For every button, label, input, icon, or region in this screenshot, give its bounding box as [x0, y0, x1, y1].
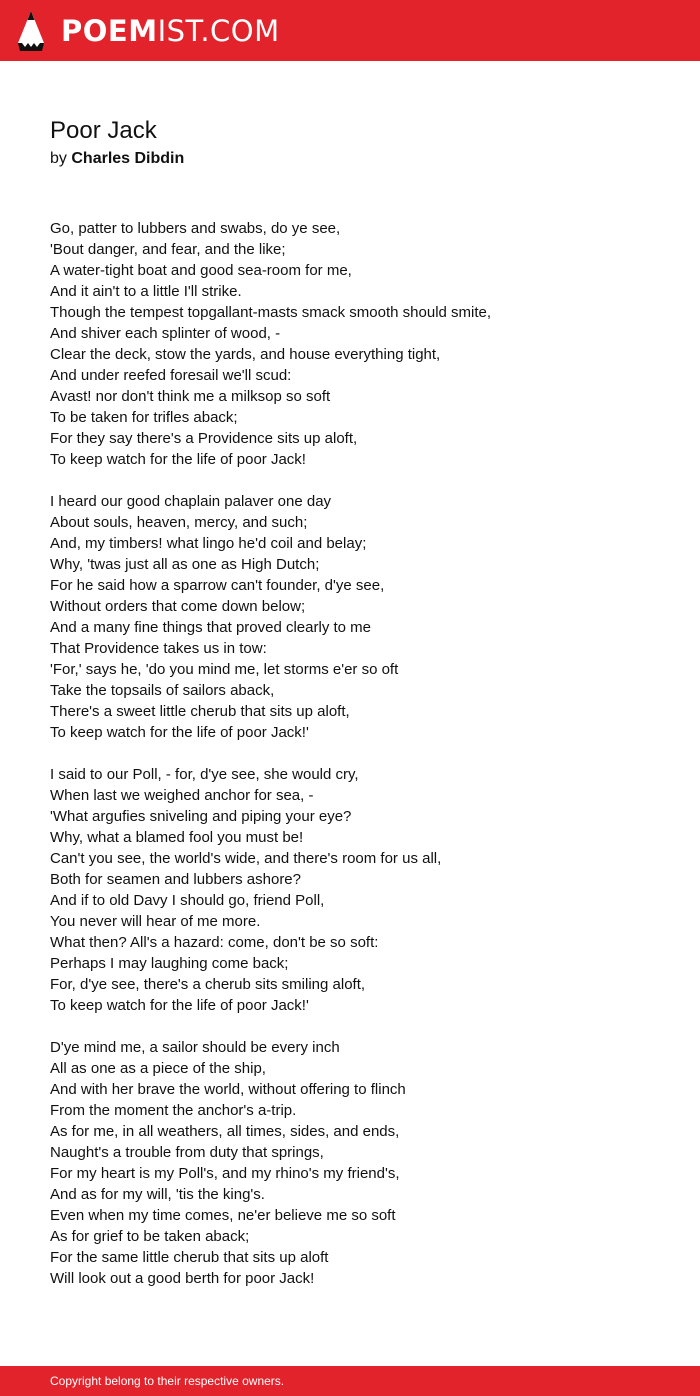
poem-line: D'ye mind me, a sailor should be every inch	[50, 1039, 340, 1056]
poem-line: Avast! nor don't think me a milksop so soft	[50, 388, 331, 405]
poem-line: And with her brave the world, without offering to flinch	[50, 1081, 406, 1098]
logo-wordmark	[61, 14, 280, 48]
poem-line: Go, patter to lubbers and swabs, do ye see,	[50, 220, 341, 237]
poem-line: And if to old Davy I should go, friend Poll,	[50, 892, 325, 909]
poem-line: And a many fine things that proved clearly to me	[50, 619, 372, 636]
poem-stanza	[50, 491, 650, 743]
poem-line: And under reefed foresail we'll scud:	[50, 367, 292, 384]
poem-line: And as for my will, 'tis the king's.	[50, 1186, 265, 1203]
poem-line: And, my timbers! what lingo he'd coil and belay;	[50, 535, 367, 552]
poem-title: Poor Jack	[50, 117, 157, 144]
poem-stanza	[50, 764, 650, 1016]
logo-wordmark-bold: POEM	[61, 14, 158, 48]
poem-line: 'For,' says he, 'do you mind me, let storms e'er so oft	[50, 661, 399, 678]
poem-line: Can't you see, the world's wide, and there's room for us all,	[50, 850, 442, 867]
poem-line: 'Bout danger, and fear, and the like;	[50, 241, 286, 258]
poem-line: Though the tempest topgallant-masts smack smooth should smite,	[50, 304, 492, 321]
poem-line: I heard our good chaplain palaver one day	[50, 493, 332, 510]
author-name: Charles Dibdin	[71, 150, 185, 167]
poem-line: For my heart is my Poll's, and my rhino's my friend's,	[50, 1165, 400, 1182]
poem-line: Why, what a blamed fool you must be!	[50, 829, 304, 846]
poem-line: 'What argufies sniveling and piping your eye?	[50, 808, 352, 825]
poem-line: To be taken for trifles aback;	[50, 409, 238, 426]
poem-line: To keep watch for the life of poor Jack!'	[50, 724, 309, 741]
poem-line: For, d'ye see, there's a cherub sits smiling aloft,	[50, 976, 366, 993]
poem-line: As for grief to be taken aback;	[50, 1228, 250, 1245]
poem-line: To keep watch for the life of poor Jack!	[50, 451, 306, 468]
poem-line: Clear the deck, stow the yards, and house everything tight,	[50, 346, 441, 363]
poem-line: Why, 'twas just all as one as High Dutch;	[50, 556, 320, 573]
poem-line: All as one as a piece of the ship,	[50, 1060, 266, 1077]
byline	[50, 148, 184, 170]
poem-stanza	[50, 218, 650, 470]
poem-line: Naught's a trouble from duty that springs,	[50, 1144, 324, 1161]
poem-line: For they say there's a Providence sits up aloft,	[50, 430, 358, 447]
site-header	[0, 0, 700, 61]
poem-line: When last we weighed anchor for sea, -	[50, 787, 314, 804]
poem-line: And shiver each splinter of wood, -	[50, 325, 281, 342]
copyright-notice: Copyright belong to their respective owners.	[50, 1374, 285, 1388]
poem-line: Even when my time comes, ne'er believe me so soft	[50, 1207, 396, 1224]
poem-line: Perhaps I may laughing come back;	[50, 955, 289, 972]
poem-line: About souls, heaven, mercy, and such;	[50, 514, 308, 531]
poem-line: For he said how a sparrow can't founder, d'ye see,	[50, 577, 385, 594]
poem-line: What then? All's a hazard: come, don't be so soft:	[50, 934, 379, 951]
poem-line: A water-tight boat and good sea-room for me,	[50, 262, 352, 279]
logo-wordmark-light: IST.COM	[157, 14, 280, 48]
poem-line: To keep watch for the life of poor Jack!'	[50, 997, 309, 1014]
poem-line: Without orders that come down below;	[50, 598, 306, 615]
poem-line: As for me, in all weathers, all times, sides, and ends,	[50, 1123, 400, 1140]
poem-line: You never will hear of me more.	[50, 913, 261, 930]
poem-line: That Providence takes us in tow:	[50, 640, 267, 657]
site-logo[interactable]	[17, 9, 280, 53]
poem-line: There's a sweet little cherub that sits up aloft,	[50, 703, 350, 720]
by-label: by	[50, 150, 67, 167]
poem-line: For the same little cherub that sits up aloft	[50, 1249, 329, 1266]
poem-line: Will look out a good berth for poor Jack!	[50, 1270, 315, 1287]
poem-body	[50, 218, 650, 1310]
site-footer	[0, 1366, 700, 1396]
poem-line: From the moment the anchor's a-trip.	[50, 1102, 297, 1119]
poem-line: And it ain't to a little I'll strike.	[50, 283, 242, 300]
pencil-tip-icon	[17, 10, 45, 52]
poem-stanza	[50, 1037, 650, 1289]
poem-line: Both for seamen and lubbers ashore?	[50, 871, 301, 888]
poem-line: I said to our Poll, - for, d'ye see, she would cry,	[50, 766, 359, 783]
poem-line: Take the topsails of sailors aback,	[50, 682, 275, 699]
